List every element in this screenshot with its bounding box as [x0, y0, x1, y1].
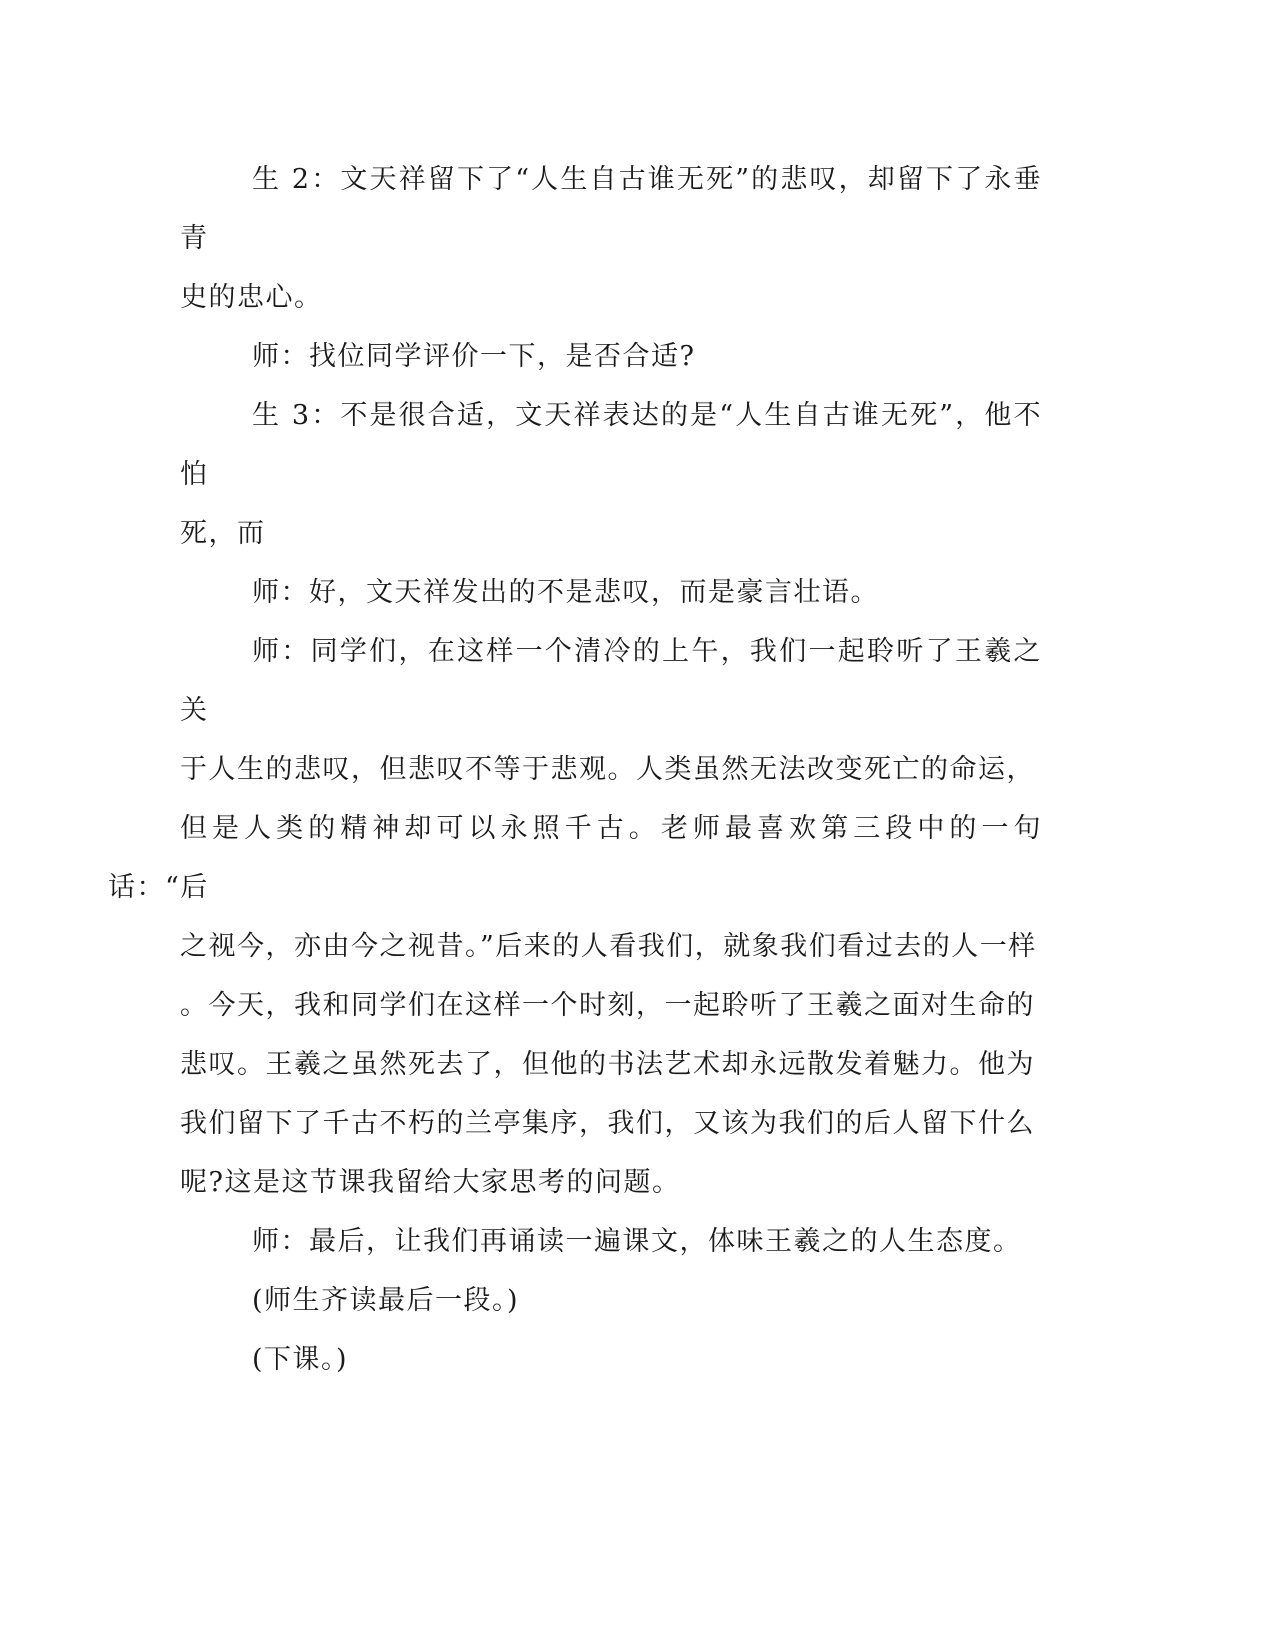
paragraph-teacher-summary [108, 622, 1042, 1212]
text-line: 我们留下了千古不朽的兰亭集序，我们，又该为我们的后人留下什么 [180, 1108, 1035, 1139]
text-line: 于人生的悲叹，但悲叹不等于悲观。人类虽然无法改变死亡的命运， [180, 754, 1035, 785]
text-line: 之视今，亦由今之视昔。”后来的人看我们，就象我们看过去的人一样 [180, 931, 1037, 962]
text-line: 生 3：不是很合适，文天祥表达的是“人生自古谁无死”，他不怕 [180, 400, 1042, 490]
text-line: 师：找位同学评价一下，是否合适? [252, 341, 696, 372]
text-line: 。今天，我和同学们在这样一个时刻，一起聆听了王羲之面对生命的 [180, 990, 1035, 1021]
paragraph-teacher-closing [180, 1212, 1042, 1271]
paragraph-student-2 [180, 150, 1042, 327]
text-line: 师：同学们，在这样一个清冷的上午，我们一起聆听了王羲之关 [180, 636, 1042, 726]
document-page [108, 150, 1042, 1389]
text-line: 生 2：文天祥留下了“人生自古谁无死”的悲叹，却留下了永垂青 [180, 164, 1042, 254]
text-line: 史的忠心。 [180, 282, 323, 313]
paragraph-teacher-response [180, 563, 1042, 622]
text-line: (下课。) [252, 1344, 349, 1375]
text-line: 悲叹。王羲之虽然死去了，但他的书法艺术却永远散发着魅力。他为 [180, 1049, 1035, 1080]
text-line: 死，而 [180, 518, 266, 549]
paragraph-student-3 [180, 386, 1042, 563]
text-line: 呢?这是这节课我留给大家思考的问题。 [180, 1167, 681, 1198]
paragraph-stage-direction-read [180, 1271, 1042, 1330]
text-line: 师：最后，让我们再诵读一遍课文，体味王羲之的人生态度。 [252, 1226, 1022, 1257]
paragraph-teacher-question [180, 327, 1042, 386]
text-line: 师：好，文天祥发出的不是悲叹，而是豪言壮语。 [252, 577, 879, 608]
text-line: (师生齐读最后一段。) [252, 1285, 520, 1316]
paragraph-stage-direction-end [180, 1330, 1042, 1389]
text-line: 但是人类的精神却可以永照千古。老师最喜欢第三段中的一句话：“后 [108, 813, 1042, 903]
